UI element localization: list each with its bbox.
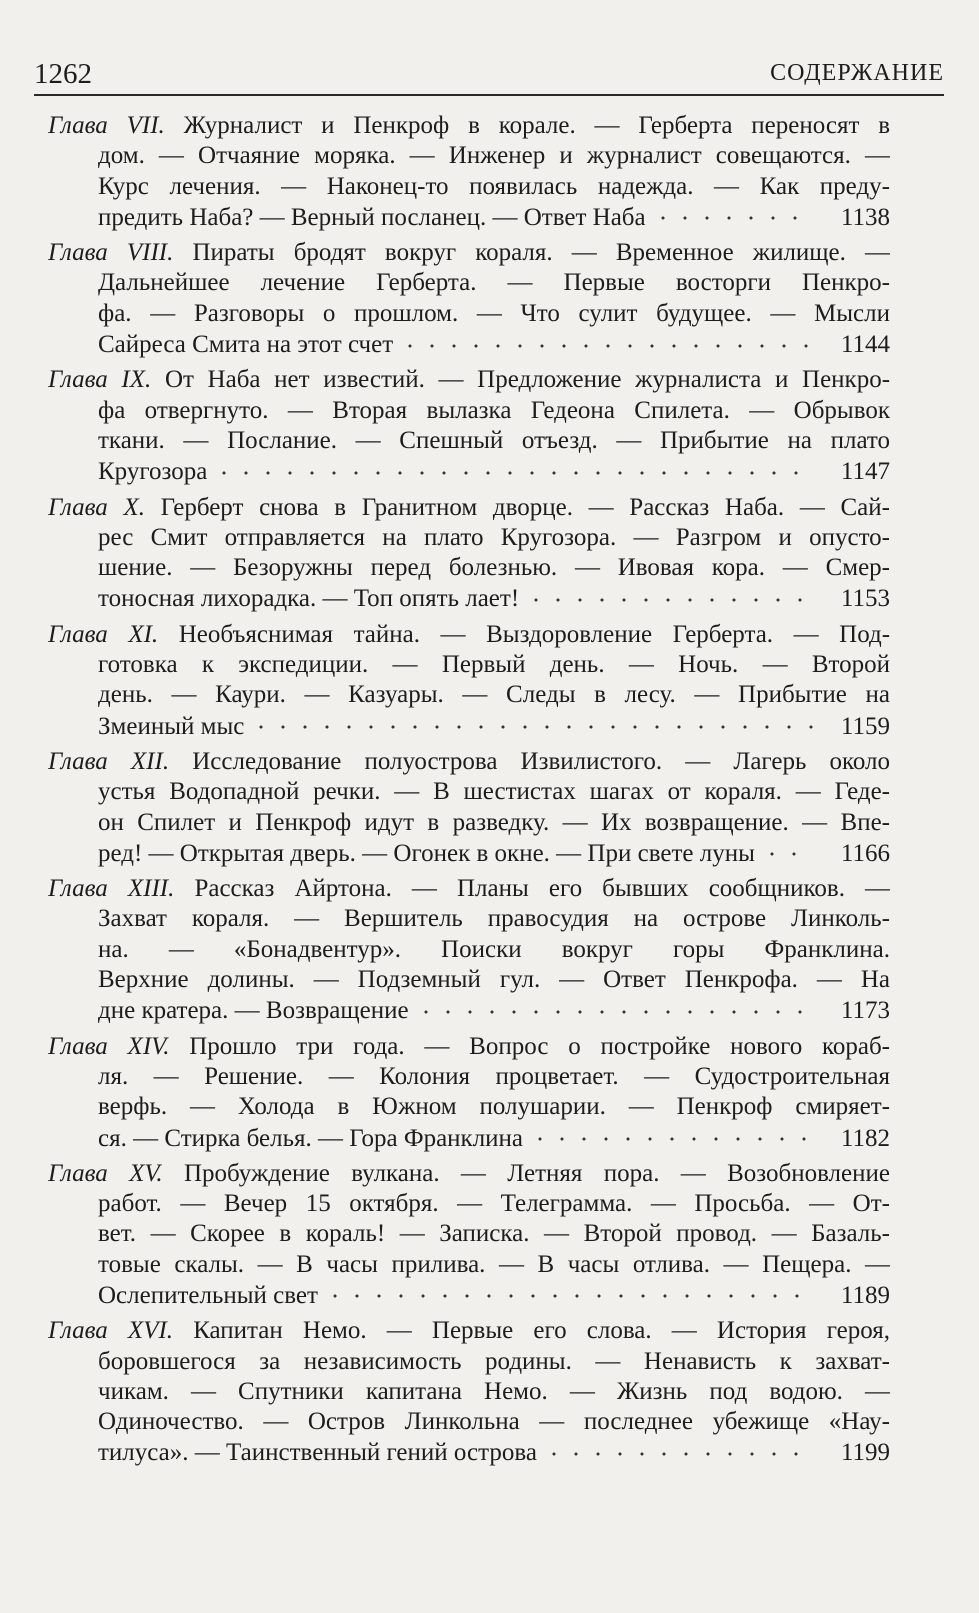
toc-line-text: чикам. — Спутники капитана Немо. — Жизнь под водою. — — [98, 1377, 890, 1405]
toc-line-text: ткани. — Послание. — Спешный отъезд. — Прибытие на плато — [98, 426, 890, 454]
chapter-summary-text: Пробуждение вулкана. — Летняя пора. — Возобновление — [183, 1159, 890, 1187]
toc-line — [48, 778, 890, 808]
toc-line — [48, 936, 890, 966]
toc-page-number: 1173 — [840, 997, 890, 1025]
toc-line — [48, 875, 890, 905]
chapter-summary-text: Герберт снова в Гранитном дворце. — Рассказ Наба. — Сай- — [160, 493, 890, 521]
chapter-label: Глава XII. — [48, 747, 170, 775]
toc-line — [48, 457, 890, 487]
chapter-label: Глава XVI. — [48, 1317, 174, 1345]
toc-entry — [48, 239, 890, 360]
toc-line-text: дом. — Отчаяние моряка. — Инженер и журналист совещаются. — — [98, 142, 890, 170]
toc-line-text: вет. — Скорее в кораль! — Записка. — Второй провод. — Базаль- — [98, 1220, 890, 1248]
toc-line — [48, 584, 890, 614]
toc-line-text: Дальнейшее лечение Герберта. — Первые восторги Пенкро- — [98, 269, 890, 297]
toc-page-number: 1147 — [840, 458, 890, 486]
toc-line — [48, 427, 890, 457]
toc-line — [48, 494, 890, 524]
toc-line — [48, 173, 890, 203]
toc-line-text: Верхние долины. — Подземный гул. — Ответ Пенкрофа. — На — [98, 966, 890, 994]
chapter-label: Глава XI. — [48, 620, 159, 648]
toc-line-text: работ. — Вечер 15 октября. — Телеграмма. — Просьба. — От- — [98, 1190, 890, 1218]
chapter-summary-text: От Наба нет известий. — Предложение журналиста и Пенкро- — [164, 366, 890, 394]
toc-line — [48, 1317, 890, 1347]
toc-line — [48, 621, 890, 651]
toc-page-number: 1166 — [840, 839, 890, 867]
dot-leader — [525, 584, 814, 606]
chapter-label: Глава XIV. — [48, 1032, 170, 1060]
toc-line — [48, 966, 890, 996]
chapter-label: Глава IX. — [48, 366, 152, 394]
toc-page-number: 1144 — [840, 331, 890, 359]
page-number: 1262 — [34, 58, 92, 90]
toc-line — [48, 142, 890, 172]
toc-line-text: тилуса». — Таинственный гений острова — [98, 1439, 537, 1467]
toc-line — [48, 905, 890, 935]
dot-leader — [529, 1124, 814, 1146]
toc-line-text: Одиночество. — Остров Линкольна — последнее убежище «Нау- — [98, 1408, 890, 1436]
toc-line-text: рес Смит отправляется на плато Кругозора. — Разгром и опусто- — [98, 523, 890, 551]
toc-line-text: шение. — Безоружны перед болезнью. — Ивовая кора. — Смер- — [98, 554, 890, 582]
toc-entry — [48, 1160, 890, 1311]
toc-line-text: верфь. — Холода в Южном полушарии. — Пенкроф смиряет- — [98, 1093, 890, 1121]
toc-line — [48, 397, 890, 427]
toc-line-text — [48, 366, 890, 394]
dot-leader — [213, 457, 814, 479]
toc-line — [48, 1408, 890, 1438]
toc-entry — [48, 1317, 890, 1468]
toc-line — [48, 839, 890, 869]
toc-entry — [48, 875, 890, 1026]
toc-line — [48, 524, 890, 554]
toc-line-text — [48, 494, 890, 522]
toc-line — [48, 1124, 890, 1154]
toc-line — [48, 300, 890, 330]
chapter-summary-text: Прошло три года. — Вопрос о постройке нового кораб- — [189, 1032, 890, 1060]
toc-line-text: Захват кораля. — Вершитель правосудия на острове Линколь- — [98, 905, 890, 933]
toc-line-text: день. — Каури. — Казуары. — Следы в лесу. — Прибытие на — [98, 681, 890, 709]
toc-line-text: ся. — Стирка белья. — Гора Франклина — [98, 1124, 524, 1152]
toc-line — [48, 1033, 890, 1063]
toc-line-text: он Спилет и Пенкроф идут в разведку. — Их возвращение. — Впе- — [98, 808, 890, 836]
toc-line-text — [48, 1033, 890, 1061]
chapter-summary-text: Капитан Немо. — Первые его слова. — История героя, — [193, 1317, 890, 1345]
toc-line-text: ред! — Открытая дверь. — Огонек в окне. — При свете луны — [98, 839, 755, 867]
toc-line — [48, 1160, 890, 1190]
toc-line — [48, 712, 890, 742]
table-of-contents — [48, 112, 890, 1475]
toc-line — [48, 1220, 890, 1250]
toc-line-text: Кругозора — [98, 458, 208, 486]
toc-page-number: 1153 — [840, 585, 890, 613]
toc-line — [48, 239, 890, 269]
toc-line — [48, 1438, 890, 1468]
dot-leader — [415, 996, 814, 1018]
toc-entry — [48, 621, 890, 742]
toc-line-text — [48, 875, 890, 903]
toc-line-text — [48, 621, 890, 649]
toc-entry — [48, 1033, 890, 1154]
toc-line-text: дне кратера. — Возвращение — [98, 997, 409, 1025]
toc-line — [48, 1378, 890, 1408]
running-title: СОДЕРЖАНИЕ — [770, 60, 944, 86]
toc-line-text: Змеиный мыс — [98, 712, 245, 740]
toc-line-text: на. — «Бонадвентур». Поиски вокруг горы Франклина. — [98, 935, 890, 963]
toc-line-text: фа. — Разговоры о прошлом. — Что сулит будущее. — Мысли — [98, 299, 890, 327]
toc-line — [48, 1251, 890, 1281]
toc-line — [48, 112, 890, 142]
toc-line — [48, 1063, 890, 1093]
toc-line — [48, 330, 890, 360]
chapter-label: Глава XIII. — [48, 875, 175, 903]
toc-line — [48, 651, 890, 681]
toc-line — [48, 1348, 890, 1378]
chapter-summary-text: Исследование полуострова Извилистого. — Лагерь около — [192, 747, 890, 775]
toc-line-text: тоносная лихорадка. — Топ опять лает! — [98, 585, 520, 613]
toc-line-text: готовка к экспедиции. — Первый день. — Ночь. — Второй — [98, 651, 890, 679]
toc-line-text: устья Водопадной речки. — В шестистах шагах от кораля. — Геде- — [98, 778, 890, 806]
toc-line-text — [48, 112, 890, 140]
toc-page-number: 1189 — [840, 1281, 890, 1309]
chapter-label: Глава VIII. — [48, 239, 174, 267]
toc-line — [48, 1093, 890, 1123]
toc-line-text — [48, 1317, 890, 1345]
toc-line-text: фа отвергнуто. — Вторая вылазка Гедеона Спилета. — Обрывок — [98, 396, 890, 424]
toc-entry — [48, 748, 890, 869]
toc-entry — [48, 112, 890, 233]
toc-line — [48, 1281, 890, 1311]
dot-leader — [250, 712, 814, 734]
chapter-summary-text: Рассказ Айртона. — Планы его бывших сообщников. — — [194, 875, 890, 903]
toc-line — [48, 681, 890, 711]
dot-leader — [324, 1281, 814, 1303]
toc-line-text: предить Наба? — Верный посланец. — Ответ Наба — [98, 203, 646, 231]
toc-page-number: 1159 — [840, 712, 890, 740]
toc-line-text — [48, 239, 890, 267]
toc-page-number: 1138 — [840, 203, 890, 231]
toc-line-text — [48, 748, 890, 776]
toc-line-text: Курс лечения. — Наконец-то появилась надежда. — Как преду- — [98, 172, 890, 200]
toc-page-number: 1199 — [840, 1439, 890, 1467]
toc-line — [48, 269, 890, 299]
dot-leader — [761, 839, 814, 861]
toc-line-text — [48, 1160, 890, 1188]
page-header — [34, 44, 944, 96]
toc-line — [48, 203, 890, 233]
chapter-summary-text: Пираты бродят вокруг кораля. — Временное жилище. — — [192, 239, 890, 267]
toc-line — [48, 1190, 890, 1220]
toc-line — [48, 809, 890, 839]
toc-line-text: ля. — Решение. — Колония процветает. — Судостроительная — [98, 1062, 890, 1090]
toc-line-text: товые скалы. — В часы прилива. — В часы отлива. — Пещера. — — [98, 1250, 890, 1278]
toc-line — [48, 996, 890, 1026]
chapter-label: Глава VII. — [48, 112, 165, 139]
chapter-summary-text: Необъяснимая тайна. — Выздоровление Герберта. — Под- — [178, 620, 890, 648]
toc-entry — [48, 494, 890, 615]
toc-line-text: Ослепительный свет — [98, 1281, 318, 1309]
chapter-summary-text: Журналист и Пенкроф в корале. — Герберта переносят в — [183, 112, 890, 139]
chapter-label: Глава X. — [48, 493, 145, 521]
toc-line — [48, 366, 890, 396]
dot-leader — [399, 330, 814, 352]
toc-line — [48, 554, 890, 584]
chapter-label: Глава XV. — [48, 1159, 163, 1187]
dot-leader — [543, 1438, 814, 1460]
toc-line-text: Сайреса Смита на этот счет — [98, 331, 394, 359]
toc-page-number: 1182 — [840, 1124, 890, 1152]
toc-line — [48, 748, 890, 778]
dot-leader — [652, 203, 814, 225]
toc-entry — [48, 366, 890, 487]
toc-line-text: боровшегося за независимость родины. — Ненависть к захват- — [98, 1347, 890, 1375]
